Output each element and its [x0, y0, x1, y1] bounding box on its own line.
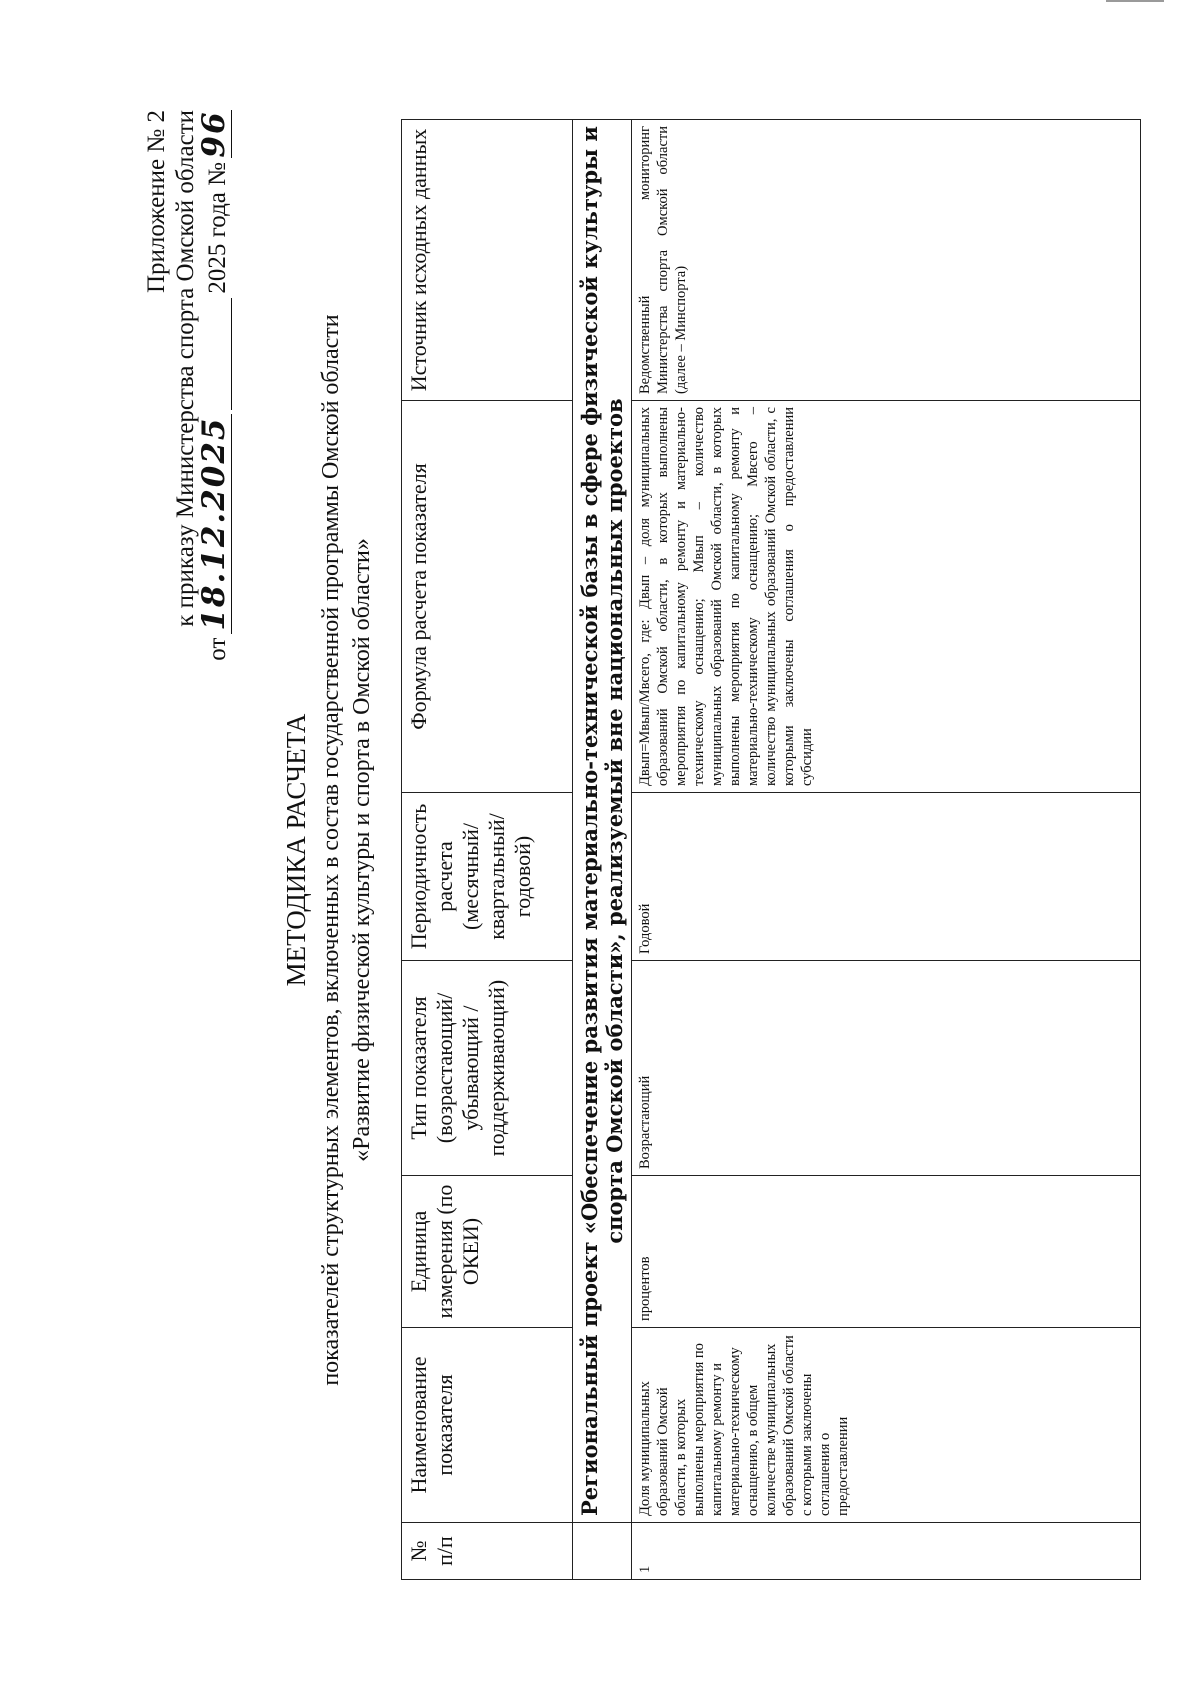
header-type: Тип показателя (возрастающий/ убывающий / поддерживающий)	[402, 961, 573, 1176]
scan-artifact	[1106, 0, 1164, 2]
document-title: МЕТОДИКА РАСЧЕТА	[281, 713, 311, 987]
cell-name: Доля муниципальных образований Омской области, в которых выполнены мероприятия по капитальному ремонту и материально-техническому оснащению, в общем количестве муниципальных образований Омской области с которыми заключены соглашения о предоставлении	[632, 1328, 1141, 1523]
cell-num: 1	[632, 1523, 1141, 1580]
header-num: № п/п	[402, 1523, 573, 1580]
subtitle-line-2: «Развитие физической культуры и спорта в Омской области»	[349, 538, 375, 1162]
section-num-cell	[573, 1523, 632, 1580]
table-header-row	[402, 120, 573, 1580]
indicators-table	[401, 119, 1141, 1580]
document-subtitle	[316, 50, 378, 1650]
appendix-from-label: от	[204, 637, 231, 661]
section-row	[573, 120, 632, 1580]
appendix-title: Приложение № 2	[143, 110, 170, 294]
cell-type: Возрастающий	[632, 961, 1141, 1176]
appendix-date-line	[196, 110, 232, 670]
appendix-year-label: 2025 года №	[204, 162, 231, 294]
cell-unit: процентов	[632, 1176, 1141, 1328]
subtitle-line-1: показателей структурных элементов, включенных в состав государственной программы Омской области	[318, 314, 344, 1386]
cell-source: Ведомственный мониторинг Министерства спорта Омской области (далее – Минспорта)	[632, 120, 1141, 401]
cell-formula: Двып=Мвып/Мвсего, где: Двып – доля муниципальных образований Омской области, в которых выполнены мероприятия по капитальному ремонту и материально-техническому оснащению; Мвып – количество муниципальных образований Омской области, в которых выполнены мероприятия по капитальному ремонту и материально-техническому оснащению; Мвсего – количество муниципальных образований Омской области, с которыми заключены соглашения о предоставлении субсидии	[632, 401, 1141, 793]
section-title: Региональный проект «Обеспечение развития материально-технической базы в сфере физической культуры и спорта Омской области», реализуемый вне национальных проектов	[573, 120, 632, 1523]
header-unit: Единица измерения (по ОКЕИ)	[402, 1176, 573, 1328]
header-source: Источник исходных данных	[402, 120, 573, 401]
header-name: Наименование показателя	[402, 1328, 573, 1523]
header-formula: Формула расчета показателя	[402, 401, 573, 793]
table-row	[632, 120, 1141, 1580]
cell-period: Годовой	[632, 793, 1141, 961]
handwritten-date: 18.12.2025	[196, 416, 232, 631]
rotated-page	[50, 50, 1190, 1650]
header-period: Периодичность расчета (месячный/ квартальный/ годовой)	[402, 793, 573, 961]
appendix-header	[142, 110, 232, 670]
handwritten-number: 96	[196, 110, 232, 158]
appendix-number-field	[196, 110, 232, 158]
appendix-blank-line	[207, 298, 232, 410]
appendix-order-ref: к приказу Министерства спорта Омской области	[172, 110, 199, 627]
appendix-date-field	[196, 414, 232, 634]
